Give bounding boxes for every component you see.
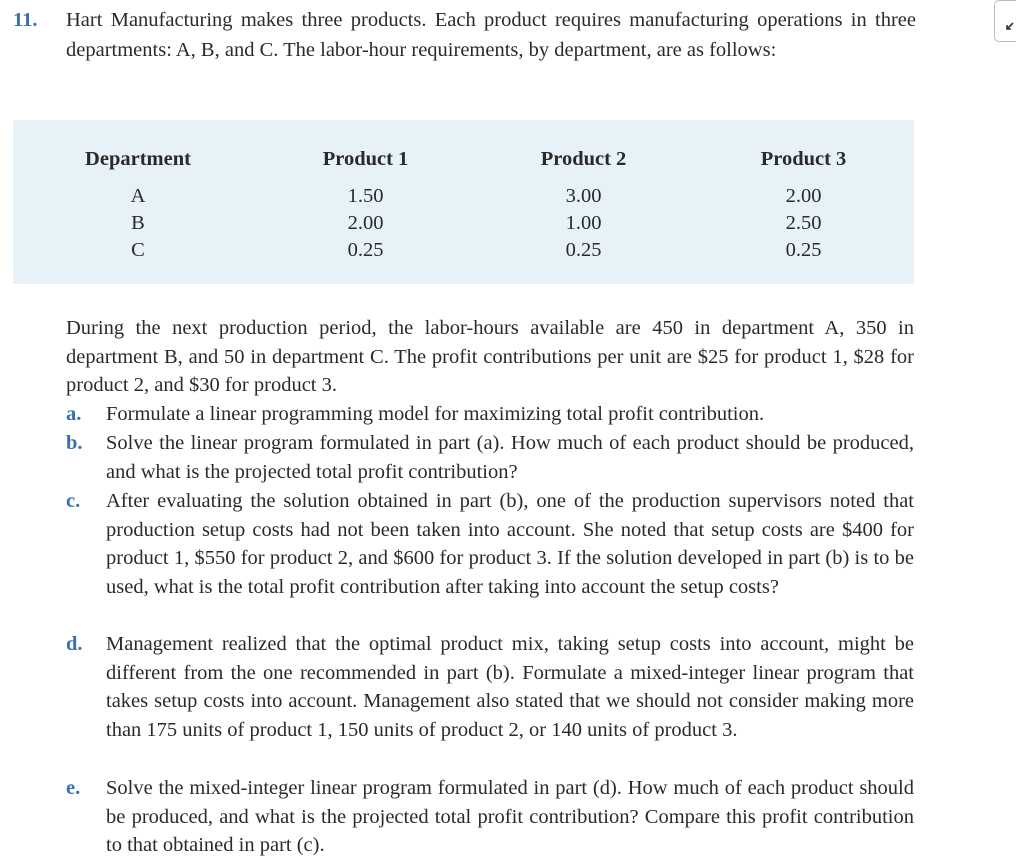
table-cell: 0.25	[565, 239, 602, 261]
header-product-2: Product 2	[540, 148, 627, 170]
table-cell: 1.00	[565, 212, 602, 234]
table-cell: 2.00	[347, 212, 384, 234]
problem-number: 11.	[13, 9, 38, 31]
collapse-arrow-icon	[1005, 21, 1015, 31]
department-column	[63, 183, 213, 264]
product-1-column	[303, 183, 428, 264]
table-cell: 0.25	[347, 239, 384, 261]
part-text: Solve the mixed-integer linear program formulated in part (d). How much of each product should be produced, and what is the projected total profit contribution? Compare this profit contribution to that obtained in part (c).	[106, 777, 914, 857]
table-cell: 0.25	[785, 239, 822, 261]
table-cell: 2.00	[785, 185, 822, 207]
product-3-column	[741, 183, 866, 264]
table-cell: 1.50	[347, 185, 384, 207]
part-text: Management realized that the optimal product mix, taking setup costs into account, might be different from the one recommended in part (b). Formulate a mixed-integer linear program that takes setup costs into account. Management also stated that we should not consider making more than 175 units of product 1, 150 units of product 2, or 140 units of product 3.	[106, 633, 914, 741]
part-letter: b.	[66, 432, 83, 454]
product-2-column	[521, 183, 646, 264]
table-cell: B	[131, 212, 145, 234]
part-text: Solve the linear program formulated in part (a). How much of each product should be produced, and what is the projected total profit contribution?	[106, 432, 914, 483]
header-product-3: Product 3	[760, 148, 847, 170]
part-letter: e.	[66, 777, 81, 799]
header-product-1: Product 1	[322, 148, 409, 170]
table-cell: 3.00	[565, 185, 602, 207]
table-cell: 2.50	[785, 212, 822, 234]
problem-intro: Hart Manufacturing makes three products. Each product requires manufacturing operations in three departments: A, B, and C. The labor-hour requirements, by department, are as follows:	[66, 9, 916, 61]
part-letter: c.	[66, 490, 81, 512]
table-cell: A	[130, 185, 146, 207]
part-letter: a.	[66, 403, 82, 425]
part-letter: d.	[66, 633, 83, 655]
problem-paragraph: During the next production period, the labor-hours available are 450 in department A, 350 in department B, and 50 in department C. The profit contributions per unit are $25 for product 1, $28 for product 2, and $30 for product 3.	[66, 317, 914, 397]
part-text: Formulate a linear programming model for maximizing total profit contribution.	[106, 403, 765, 425]
table-cell: C	[131, 239, 145, 261]
labor-hour-table	[13, 120, 914, 284]
collapse-button[interactable]	[994, 0, 1016, 42]
part-text: After evaluating the solution obtained in part (b), one of the production supervisors noted that production setup costs had not been taken into account. She noted that setup costs are $400 for product 1, $550 for product 2, and $600 for product 3. If the solution developed in part (b) is to be used, what is the total profit contribution after taking into account the setup costs?	[106, 490, 914, 598]
header-department: Department	[85, 148, 191, 170]
